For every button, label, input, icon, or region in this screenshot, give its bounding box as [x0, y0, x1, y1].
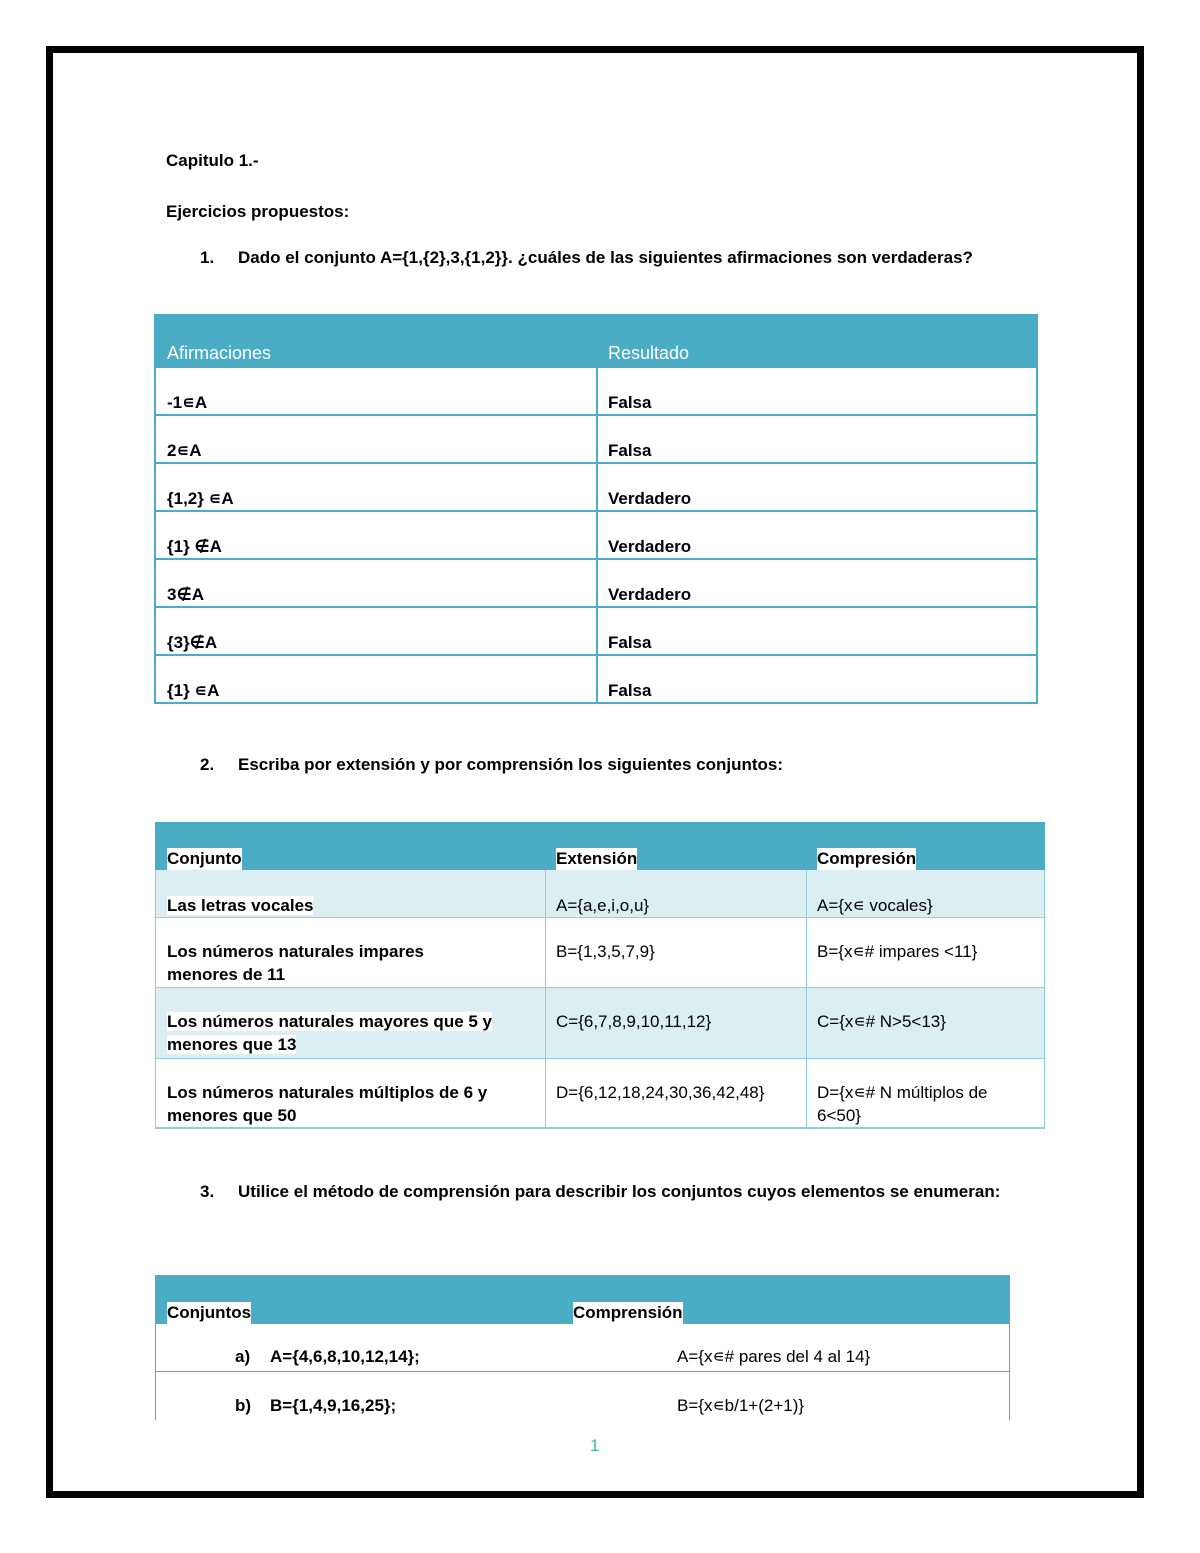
header-resultado: Resultado [608, 343, 690, 363]
set-name-cell: Los números naturales múltiplos de 6 y menores que 50 [167, 1083, 488, 1125]
table-border [1009, 1324, 1010, 1371]
column-divider [596, 608, 598, 654]
table-row [155, 988, 1045, 1059]
header-compresion: Compresión [817, 849, 917, 868]
exercise1-number: 1. [200, 248, 215, 267]
comprension-cell: A={x∊ vocales} [817, 896, 933, 915]
exercise3-number: 3. [200, 1182, 215, 1201]
table-row [156, 654, 1036, 702]
column-divider [1044, 918, 1045, 987]
extension-cell: A={a,e,i,o,u} [556, 896, 650, 915]
header-comprension: Comprensión [573, 1303, 683, 1322]
comprension-cell: C={x∊# N>5<13} [817, 1012, 946, 1031]
sets-table-header [155, 822, 1045, 870]
header-afirmaciones: Afirmaciones [167, 343, 272, 363]
column-divider [596, 464, 598, 510]
chapter-title: Capitulo 1.- [166, 151, 259, 170]
extension-cell: B={1,3,5,7,9} [556, 942, 655, 961]
table-row [156, 606, 1036, 654]
affirmation-cell: 2∊A [167, 441, 202, 460]
item-label: b) [235, 1396, 252, 1415]
result-cell: Falsa [608, 681, 652, 700]
column-divider [155, 1059, 156, 1127]
affirmations-table [154, 314, 1038, 704]
column-divider [596, 416, 598, 462]
header-conjuntos: Conjuntos [167, 1303, 252, 1322]
result-cell: Falsa [608, 393, 652, 412]
comprension-cell: B={x∊# impares <11} [817, 942, 978, 961]
affirmations-table-header [156, 316, 1036, 366]
set-name-cell: Los números naturales mayores que 5 y menores que 13 [167, 1012, 493, 1054]
column-divider [545, 918, 546, 987]
comprehension-table-header [155, 1275, 1010, 1324]
exercise1-text: Dado el conjunto A={1,{2},3,{1,2}}. ¿cuáles de las siguientes afirmaciones son verdaderas? [238, 248, 973, 267]
column-divider [806, 988, 807, 1058]
column-divider [806, 870, 807, 917]
result-cell: Verdadero [608, 585, 692, 604]
column-divider [545, 870, 546, 917]
column-divider [1044, 870, 1045, 917]
comprension-cell: A={x∊# pares del 4 al 14} [677, 1347, 871, 1366]
sets-table [155, 822, 1045, 1129]
column-divider [155, 870, 156, 917]
set-value-cell: B={1,4,9,16,25}; [270, 1396, 397, 1415]
result-cell: Verdadero [608, 489, 692, 508]
column-divider [545, 988, 546, 1058]
result-cell: Verdadero [608, 537, 692, 556]
column-divider [1044, 1059, 1045, 1127]
result-cell: Falsa [608, 441, 652, 460]
affirmation-cell: -1∊A [167, 393, 208, 412]
comprehension-table [155, 1275, 1010, 1420]
header-conjunto: Conjunto [167, 849, 242, 868]
column-divider [806, 1059, 807, 1127]
result-cell: Falsa [608, 633, 652, 652]
column-divider [545, 1059, 546, 1127]
affirmation-cell: 3∉A [167, 585, 204, 604]
column-divider [596, 656, 598, 702]
table-row [156, 462, 1036, 510]
table-border [1009, 1372, 1010, 1420]
affirmation-cell: {1} ∉A [167, 537, 222, 556]
table-row [156, 366, 1036, 414]
affirmation-cell: {3}∉A [167, 633, 218, 652]
page-number: 1 [590, 1436, 600, 1455]
table-row [156, 558, 1036, 606]
set-value-cell: A={4,6,8,10,12,14}; [270, 1347, 420, 1366]
table-row [156, 414, 1036, 462]
table-border [155, 1324, 156, 1371]
item-label: a) [235, 1347, 251, 1366]
set-name-cell: Los números naturales impares menores de 11 [167, 942, 424, 984]
table-row [155, 918, 1045, 988]
column-divider [596, 512, 598, 558]
column-divider [806, 918, 807, 987]
header-extension: Extensión [556, 849, 638, 868]
extension-cell: C={6,7,8,9,10,11,12} [556, 1012, 712, 1031]
column-divider [155, 988, 156, 1058]
table-border [155, 1372, 156, 1420]
comprension-cell: D={x∊# N múltiplos de 6<50} [817, 1083, 988, 1125]
exercise3-text: Utilice el método de comprensión para describir los conjuntos cuyos elementos se enumeran: [238, 1182, 1001, 1201]
column-divider [596, 368, 598, 414]
exercise2-text: Escriba por extensión y por comprensión los siguientes conjuntos: [238, 755, 784, 774]
table-row [155, 1372, 1010, 1420]
affirmation-cell: {1} ∊A [167, 681, 220, 700]
table-row [155, 870, 1045, 918]
section-title: Ejercicios propuestos: [166, 202, 350, 221]
column-divider [1044, 988, 1045, 1058]
extension-cell: D={6,12,18,24,30,36,42,48} [556, 1083, 765, 1102]
comprension-cell: B={x∊b/1+(2+1)} [677, 1396, 805, 1415]
exercise2-number: 2. [200, 755, 215, 774]
set-name-cell: Las letras vocales [167, 896, 314, 915]
table-row [155, 1059, 1045, 1129]
table-row [156, 510, 1036, 558]
column-divider [596, 560, 598, 606]
column-divider [155, 918, 156, 987]
affirmation-cell: {1,2} ∊A [167, 489, 234, 508]
table-row [155, 1324, 1010, 1372]
